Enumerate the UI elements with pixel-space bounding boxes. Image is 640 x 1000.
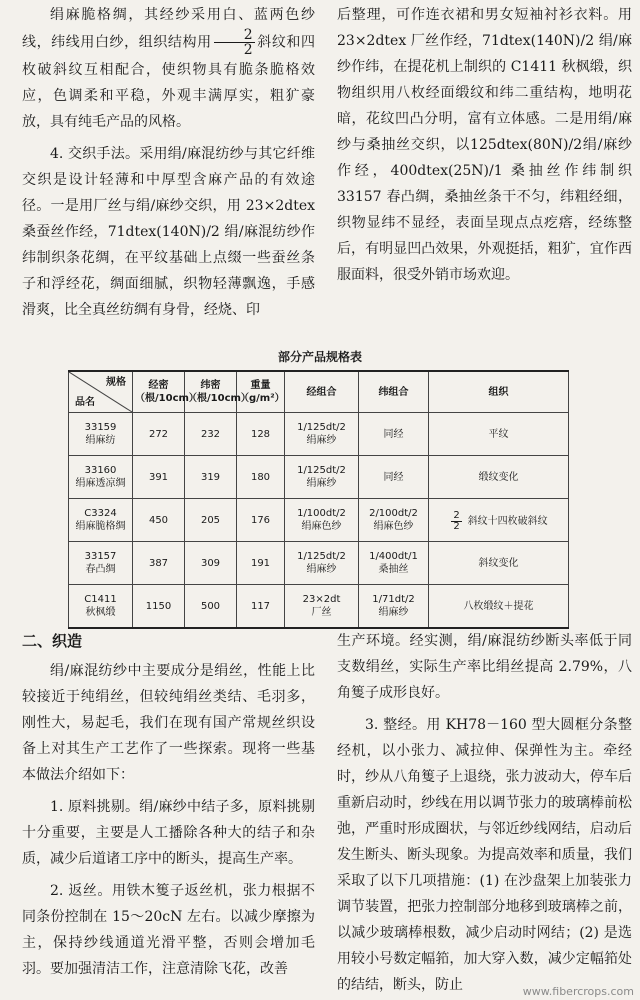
weave-fraction: $\frac{2}{2}$: [453, 509, 460, 532]
weft-density: 232: [185, 413, 237, 456]
section-heading-weaving: 二、织造: [22, 632, 83, 650]
table-row: [69, 585, 569, 629]
paragraph-continuation: 后整理，可作连衣裙和男女短袖衬衫衣料。用 23×2dtex 厂丝作经，71dtex(140N)/2 绢/麻纱作纬，在提花机上制织的 C1411 秋枫缎，织物组织用八枚经面缎纹和纬二重结构，地明花暗，花纹凹凸分明，富有立体感。二是用绢/麻纱与桑抽丝交织，以125dtex(80N)/2绢/麻纱作经，400dtex(25N)/1 桑抽丝作纬制织 33157 春凸绸，桑抽丝条干不匀，纬粗经细，织物显纬不显经，表面呈现点点疙瘩，经练整后，有明显凹凸效果，外观挺括，粗犷，宜作西服面料，很受外销市场欢迎。: [337, 7, 632, 283]
corner-header: 规格 品名: [69, 371, 133, 413]
weave: 斜纹变化: [429, 542, 569, 585]
warp-combo: 1/125dt/2 绢麻纱: [285, 413, 359, 456]
warp-density: 391: [133, 456, 185, 499]
product-name: C3324 绢麻脆格绸: [69, 499, 133, 542]
header-weight: 重量 （g/m²）: [237, 371, 285, 413]
warp-combo: 1/100dt/2 绢麻色纱: [285, 499, 359, 542]
right-column-top: [337, 2, 632, 288]
watermark: www.fibercrops.com: [522, 985, 634, 998]
weight: 191: [237, 542, 285, 585]
warp-density: 450: [133, 499, 185, 542]
warp-density: 1150: [133, 585, 185, 629]
table-row: [69, 413, 569, 456]
warp-density: 272: [133, 413, 185, 456]
header-weft-density: 纬密 （根/10cm）: [185, 371, 237, 413]
header-warp-density: 经密 （根/10cm）: [133, 371, 185, 413]
paragraph-gridfabric: 绢麻脆格绸，其经纱采用白、蓝两色纱线，纬线用白纱，组织结构用 $\frac{2}{2}$ 斜纹和四枚破斜纹互相配合，使织物具有脆条脆格效应，色调柔和平稳，外观丰满厚实，粗犷豪放，具有纯毛产品的风格。: [22, 7, 316, 130]
paragraph-production-env: 生产环境。经实测，绢/麻混纺纱断头率低于同支数绢丝，实际生产率比绢丝提高 2.79%，八角篗子成形良好。: [337, 633, 632, 701]
table-row: [69, 542, 569, 585]
weight: 128: [237, 413, 285, 456]
weft-density: 319: [185, 456, 237, 499]
product-name: 33159 绢麻纺: [69, 413, 133, 456]
weft-combo: 1/71dt/2 绢麻纱: [359, 585, 429, 629]
weft-combo: 同经: [359, 456, 429, 499]
table-header-row: [69, 371, 569, 413]
warp-combo: 23×2dt 厂丝: [285, 585, 359, 629]
product-name: 33160 绢麻透凉绸: [69, 456, 133, 499]
weight: 176: [237, 499, 285, 542]
header-warp-combo: 经组合: [285, 371, 359, 413]
warp-combo: 1/125dt/2 绢麻纱: [285, 456, 359, 499]
paragraph-rewinding: 2. 返丝。用铁木篗子返丝机，张力根据不同条份控制在 15～20cN 左右。以减少摩擦为主，保持纱线通道光滑平整，否则会增加毛羽。要加强清洁工作，注意清除飞花，改善: [22, 883, 315, 977]
product-name: C1411 秋枫缎: [69, 585, 133, 629]
right-column-bottom: [337, 628, 632, 998]
warp-density: 387: [133, 542, 185, 585]
table-row: [69, 499, 569, 542]
weft-density: 500: [185, 585, 237, 629]
table-row: [69, 456, 569, 499]
weft-density: 309: [185, 542, 237, 585]
left-column-bottom: [22, 628, 315, 982]
table-title: 部分产品规格表: [277, 350, 362, 364]
weft-combo: 2/100dt/2 绢麻色纱: [359, 499, 429, 542]
twill-fraction: $\frac{2}{2}$: [214, 28, 255, 57]
weave: 八枚缎纹＋提花: [429, 585, 569, 629]
paragraph-weaving-intro: 绢/麻混纺纱中主要成分是绢丝，性能上比较接近于纯绢丝，但较纯绢丝类结、毛羽多，刚性大，易起毛，我们在现有国产常规丝织设备上对其生产工艺作了一些探索。现将一些基本做法介绍如下：: [22, 663, 315, 783]
weave: $\frac{2}{2}$ 斜纹十四枚破斜纹: [429, 499, 569, 542]
weave: 缎纹变化: [429, 456, 569, 499]
paragraph-raw-material: 1. 原料挑剔。绢/麻纱中结子多，原料挑剔十分重要，主要是人工播除各种大的结子和杂质，减少后道诸工序中的断头，提高生产率。: [22, 799, 315, 867]
paragraph-warping: 3. 整经。用 KH78－160 型大圆框分条整经机，以小张力、减拉伸、保弹性为主。牵经时，纱从八角篗子上退绕，张力波动大，停车后重新启动时，纱线在用以调节张力的玻璃棒前松弛，严重时形成圈状，与邻近纱线网结，启动后发生断头、断头现象。为提高效率和质量，我们采取了以下几项措施：(1) 在沙盘架上加装张力调节装置，把张力控制部分地移到玻璃棒之前，以减少玻璃棒根数，减少启动时网结；(2) 是选用较小号数定幅筘，加大穿入数，减少定幅筘处的结结，断头，防止: [337, 717, 632, 993]
weave: 平纹: [429, 413, 569, 456]
weft-combo: 同经: [359, 413, 429, 456]
product-name: 33157 春凸绸: [69, 542, 133, 585]
weight: 180: [237, 456, 285, 499]
paragraph-interweave: 4. 交织手法。采用绢/麻混纺纱与其它纤维交织是设计轻薄和中厚型含麻产品的有效途径。一是用厂丝与绢/麻纱交织，用 23×2dtex 桑蚕丝作经，71dtex(140N)/2 绢/麻混纺纱作纬制织条花绸，在平纹基础上点缀一些蚕丝条子和浮经花，绸面细腻，织物轻薄飘逸，手感滑爽，比全真丝纺绸有身骨，经烧、印: [22, 146, 315, 318]
warp-combo: 1/125dt/2 绢麻纱: [285, 542, 359, 585]
weight: 117: [237, 585, 285, 629]
header-weave: 组织: [429, 371, 569, 413]
weft-density: 205: [185, 499, 237, 542]
product-spec-table: [68, 370, 569, 629]
weft-combo: 1/400dt/1 桑抽丝: [359, 542, 429, 585]
left-column-top: [22, 2, 315, 323]
header-weft-combo: 纬组合: [359, 371, 429, 413]
